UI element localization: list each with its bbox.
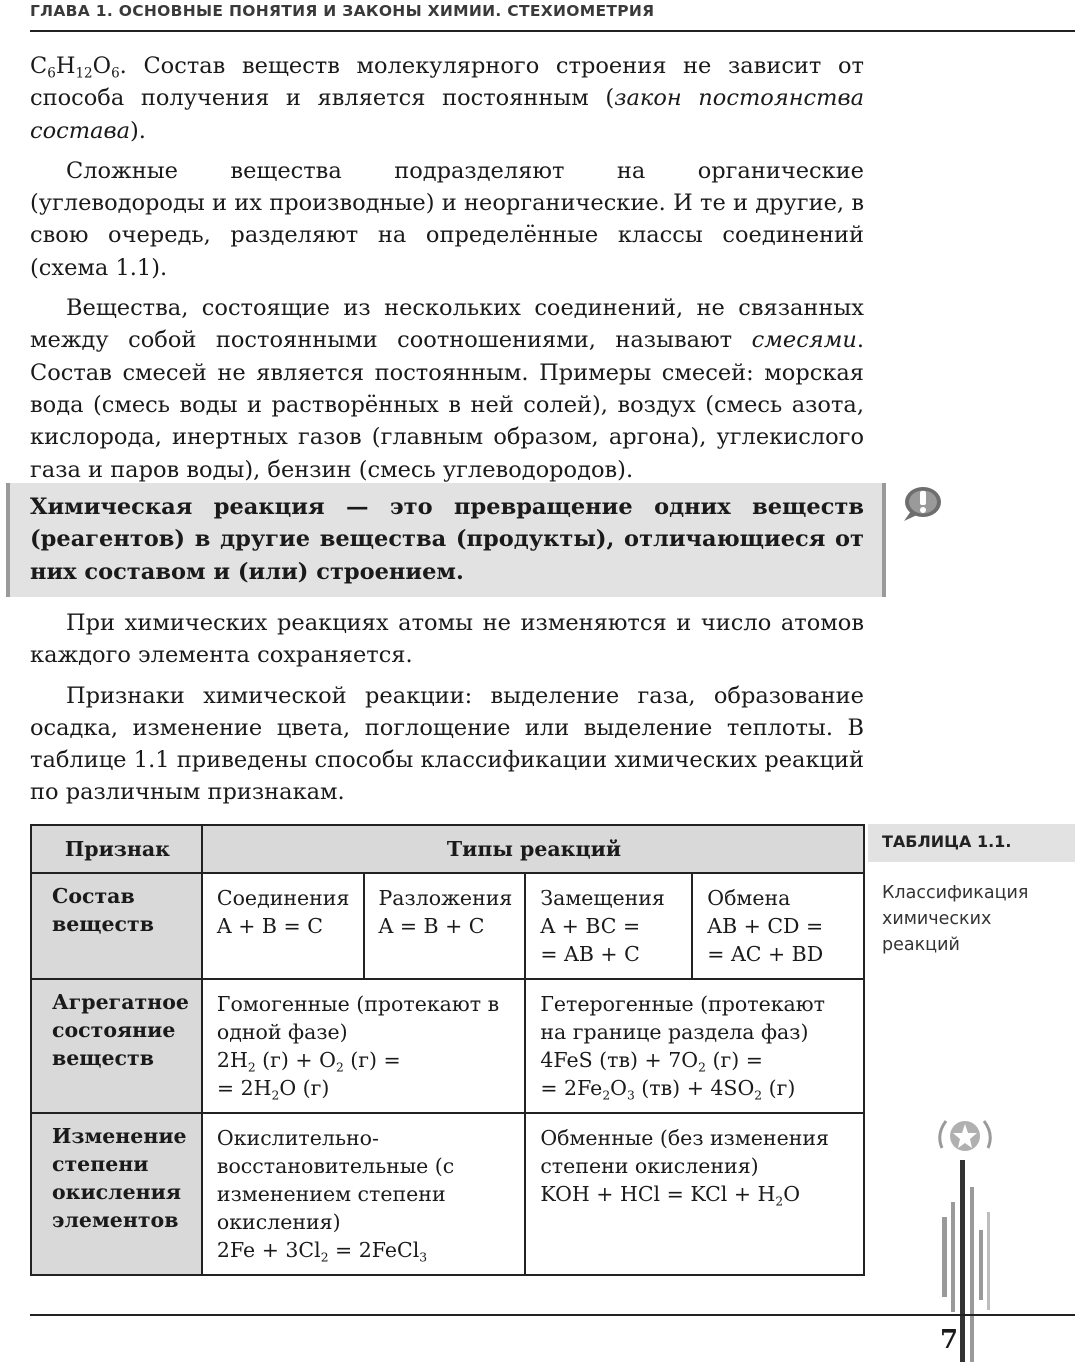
cell-equation: KOH + HCl = KCl + $H_2O$ (540, 1182, 801, 1209)
table-row (31, 1113, 864, 1275)
paragraph-3-text-after: . Состав смесей не является постоянным. Примеры смесей: морская вода (смесь воды и растворённых в ней солей), воздух (смесь азота, кислорода, инертных газов (главным образом, аргона), углекислого газа и паров воды), бензин (смесь углеводородов). (30, 327, 864, 483)
reaction-classification-table (30, 824, 865, 1276)
cell-text: Соединения (216, 886, 350, 910)
cell-equation: = $2H_2O$ (г) (216, 1076, 330, 1103)
header-types: Типы реакций (202, 825, 864, 873)
glucose-formula: $C_6H_{12}O_6$ (30, 53, 120, 82)
footer-rule (30, 1314, 1075, 1316)
cell-equation: A + BC = (540, 914, 641, 938)
cell-equation: = AC + BD (707, 942, 824, 966)
header-rule (30, 30, 1075, 32)
table-label: ТАБЛИЦА 1.1. (868, 824, 1075, 862)
table-header-row (31, 825, 864, 873)
cell-homogeneous (202, 979, 525, 1113)
cell-text: Гетерогенные (протекают на границе раздела фаз) (540, 992, 825, 1044)
cell-exchange-reactions (525, 1113, 864, 1275)
cell-equation: A = B + C (378, 914, 485, 938)
cell-equation: = $2Fe_2O_3$ $(тв) + 4SO_2$ (г) (540, 1076, 796, 1103)
body-text-top (30, 50, 864, 486)
cell-equation: AB + CD = (707, 914, 824, 938)
cell-text: Разложения (378, 886, 513, 910)
cell-decomposition (364, 873, 526, 979)
cell-combination (202, 873, 364, 979)
cell-text: Обменные (без изменения степени окисления) (540, 1126, 829, 1178)
paragraph-3-term: смесями (751, 327, 857, 354)
cell-text: Обмена (707, 886, 791, 910)
exclamation-icon (898, 484, 944, 524)
body-text-bottom (30, 607, 864, 809)
cell-text: Замещения (540, 886, 665, 910)
cell-equation: $2Fe + 3Cl_2$ = 2FeCl$_3$ (216, 1238, 428, 1265)
cell-text: Окислительно-восстановительные (с изменением степени окисления) (216, 1126, 455, 1234)
paragraph-3 (30, 292, 864, 486)
table-caption: Классификация химических реакций (882, 883, 1029, 955)
cell-text: Гомогенные (протекают в одной фазе) (216, 992, 500, 1044)
paragraph-1 (30, 50, 864, 147)
cell-equation: $2H_2$ $(г) + O_2$ (г) = (216, 1048, 401, 1075)
cell-exchange (692, 873, 864, 979)
cell-redox (202, 1113, 525, 1275)
row-header-composition: Состав веществ (31, 873, 202, 979)
paragraph-5: Признаки химической реакции: выделение газа, образование осадка, изменение цвета, поглощение или выделение теплоты. В таблице 1.1 приведены способы классификации химических реакций по различным признакам. (30, 682, 864, 806)
page-number: 7 (940, 1325, 959, 1355)
row-header-aggregate-state: Агрегатное состояние веществ (31, 979, 202, 1113)
chapter-header: ГЛАВА 1. ОСНОВНЫЕ ПОНЯТИЯ И ЗАКОНЫ ХИМИИ. СТЕХИОМЕТРИЯ (30, 2, 655, 20)
paragraph-1-term: закон постоянства состава (30, 85, 864, 144)
definition-text: Химическая реакция — это превращение одних веществ (реагентов) в другие вещества (продукты), отличающиеся от них составом и (или) строением. (30, 494, 864, 585)
row-header-oxidation: Изменение степени окисления элементов (31, 1113, 202, 1275)
cell-equation: A + B = C (216, 914, 323, 938)
cell-substitution (525, 873, 692, 979)
paragraph-1-tail: ). (130, 117, 146, 144)
cell-heterogeneous (525, 979, 864, 1113)
table-row (31, 873, 864, 979)
cell-equation: 4FeS $(тв) + 7O_2$ (г) = (540, 1048, 763, 1075)
paragraph-4: При химических реакциях атомы не изменяются и число атомов каждого элемента сохраняется. (30, 610, 864, 669)
cell-equation: = AB + C (540, 942, 640, 966)
header-sign: Признак (31, 825, 202, 873)
paragraph-2: Сложные вещества подразделяют на органические (углеводороды и их производные) и неорганические. И те и другие, в свою очередь, разделяют на определённые классы соединений (схема 1.1). (30, 157, 864, 281)
paragraph-3-text-before: Вещества, состоящие из нескольких соединений, не связанных между собой постоянными соотношениями, называют (30, 295, 864, 354)
table-row (31, 979, 864, 1113)
paragraph-1-text: . Состав веществ молекулярного строения не зависит от способа получения и является постоянным ( (30, 53, 864, 112)
